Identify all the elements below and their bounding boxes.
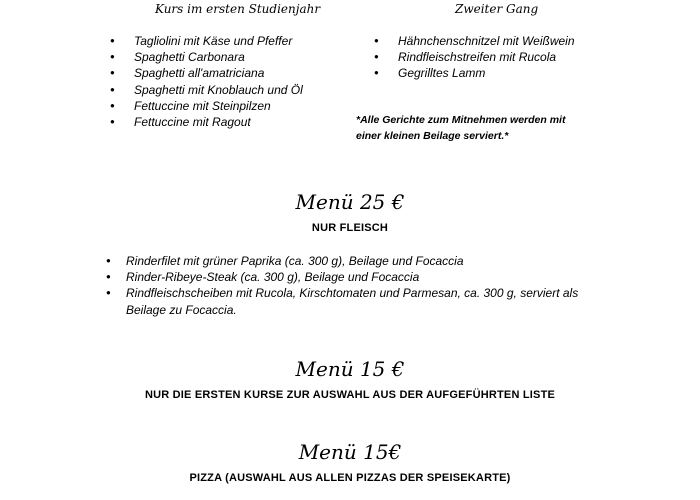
list-item: ● Spaghetti all'amatriciana bbox=[110, 65, 303, 81]
list-item: ● Fettuccine mit Ragout bbox=[110, 114, 303, 130]
list-item: ● Gegrilltes Lamm bbox=[374, 65, 575, 81]
second-course-list bbox=[374, 33, 575, 82]
list-item: ● Spaghetti mit Knoblauch und Öl bbox=[110, 82, 303, 98]
list-item: ● Rinder-Ribeye-Steak (ca. 300 g), Beilage und Focaccia bbox=[106, 269, 626, 285]
item-line: Beilage zu Focaccia. bbox=[126, 302, 237, 317]
list-item: ● Hähnchenschnitzel mit Weißwein bbox=[374, 33, 575, 49]
list-item: ● Tagliolini mit Käse und Pfeffer bbox=[110, 33, 303, 49]
note-line: *Alle Gerichte zum Mitnehmen werden mit bbox=[356, 114, 566, 126]
list-item: ● Fettuccine mit Steinpilzen bbox=[110, 98, 303, 114]
item-line: Rindfleischscheiben mit Rucola, Kirschtomaten und Parmesan, ca. 300 g, serviert als bbox=[126, 286, 579, 301]
menu-25-subtitle: NUR FLEISCH bbox=[311, 222, 389, 234]
menu-15-pizza-title: Menü 15€ bbox=[298, 440, 402, 464]
menu-15-pizza-subtitle: PIZZA (AUSWAHL AUS ALLEN PIZZAS DER SPEISEKARTE) bbox=[189, 472, 511, 484]
menu-15-subtitle: NUR DIE ERSTEN KURSE ZUR AUSWAHL AUS DER AUFGEFÜHRTEN LISTE bbox=[144, 389, 556, 401]
menu-15-title: Menü 15 € bbox=[295, 357, 405, 381]
first-course-heading: Kurs im ersten Studienjahr bbox=[155, 2, 321, 16]
first-course-list bbox=[110, 33, 303, 130]
list-item: ● Spaghetti Carbonara bbox=[110, 49, 303, 65]
list-item: ● Rinderfilet mit grüner Paprika (ca. 300 g), Beilage und Focaccia bbox=[106, 253, 626, 269]
menu-25-title: Menü 25 € bbox=[295, 190, 405, 214]
list-item: ● Rindfleischstreifen mit Rucola bbox=[374, 49, 575, 65]
note-line: einer kleinen Beilage serviert.* bbox=[356, 130, 509, 142]
second-course-heading: Zweiter Gang bbox=[455, 2, 539, 16]
list-item bbox=[106, 285, 626, 317]
takeaway-note bbox=[356, 112, 565, 144]
menu-25-list bbox=[106, 253, 626, 318]
